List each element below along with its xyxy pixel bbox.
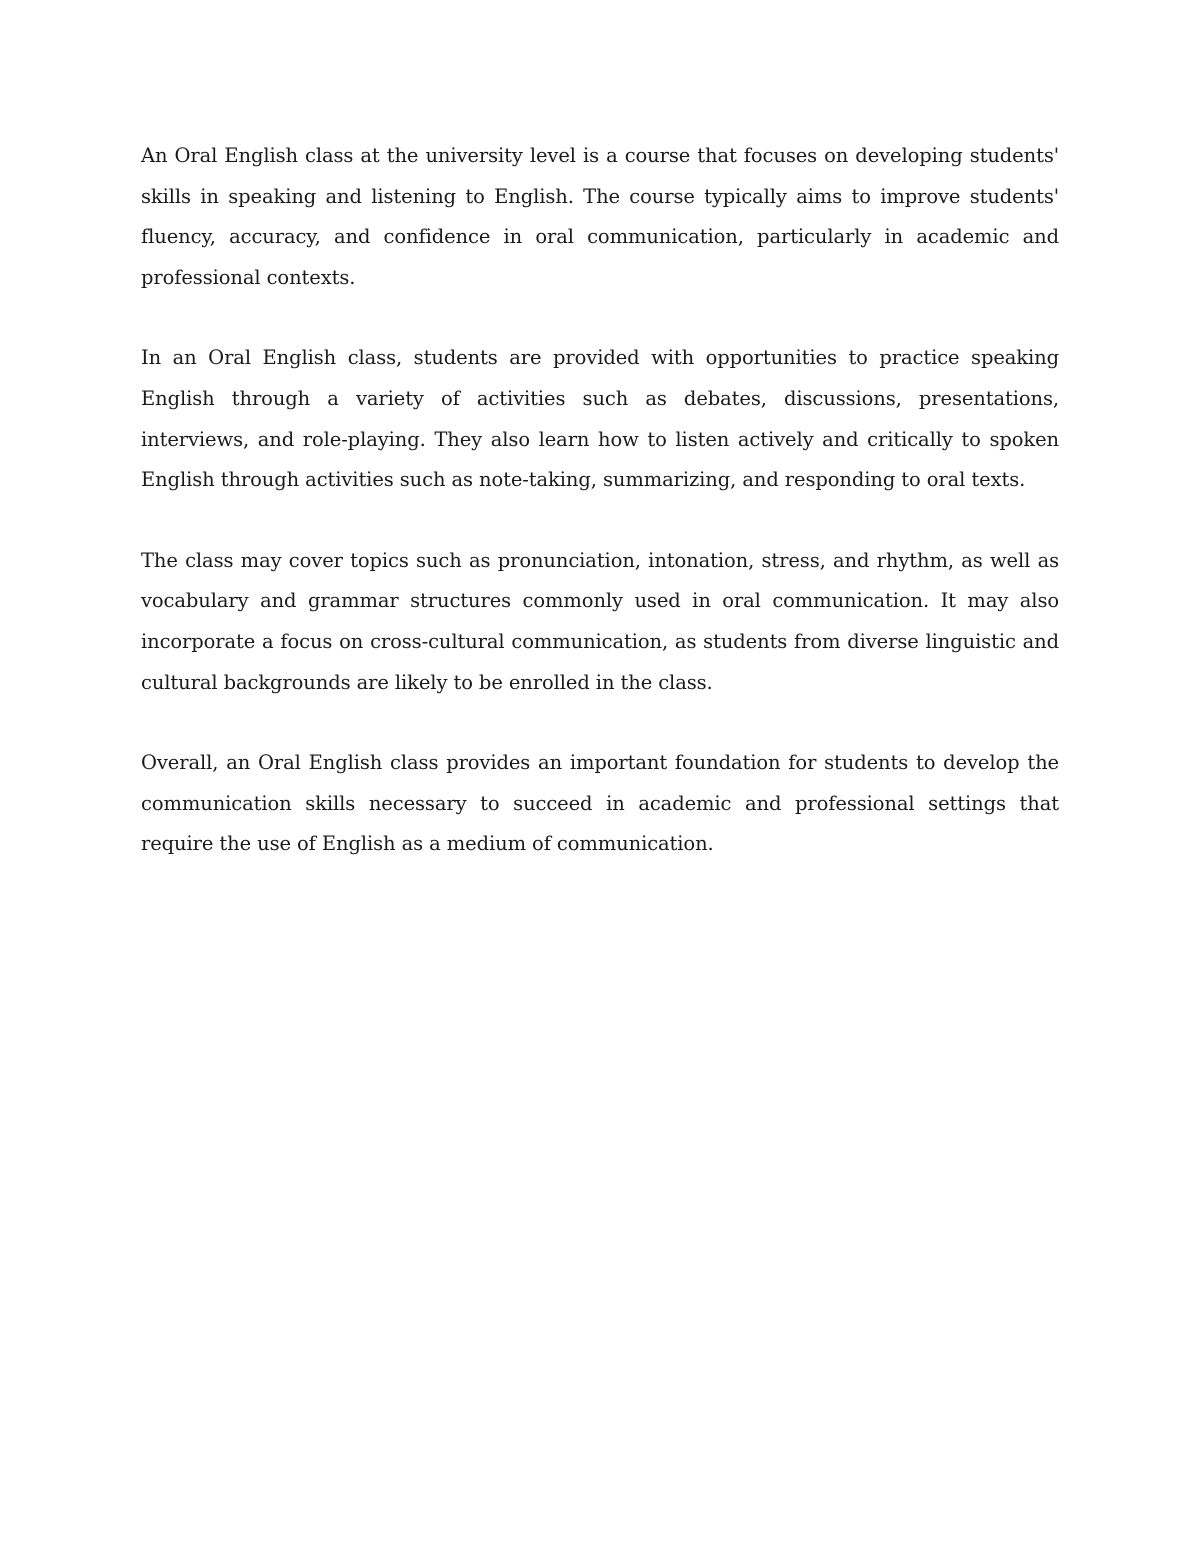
paragraph-1: An Oral English class at the university level is a course that focuses on developing students' skills in speaking and listening to English. The course typically aims to improve students' fluency, accuracy, and confidence in oral communication, particularly in academic and professional contexts.: [141, 144, 1059, 289]
paragraph-3: The class may cover topics such as pronunciation, intonation, stress, and rhythm, as well as vocabulary and grammar structures commonly used in oral communication. It may also incorporate a focus on cross-cultural communication, as students from diverse linguistic and cultural backgrounds are likely to be enrolled in the class.: [141, 548, 1059, 694]
paragraph-2: In an Oral English class, students are provided with opportunities to practice speaking English through a variety of activities such as debates, discussions, presentations, interviews, and role-playing. They also learn how to listen actively and critically to spoken English through activities such as note-taking, summarizing, and responding to oral texts.: [141, 346, 1059, 492]
paragraph-4: Overall, an Oral English class provides an important foundation for students to develop the communication skills necessary to succeed in academic and professional settings that require the use of English as a medium of communication.: [141, 751, 1059, 856]
document-body: [141, 136, 1059, 905]
